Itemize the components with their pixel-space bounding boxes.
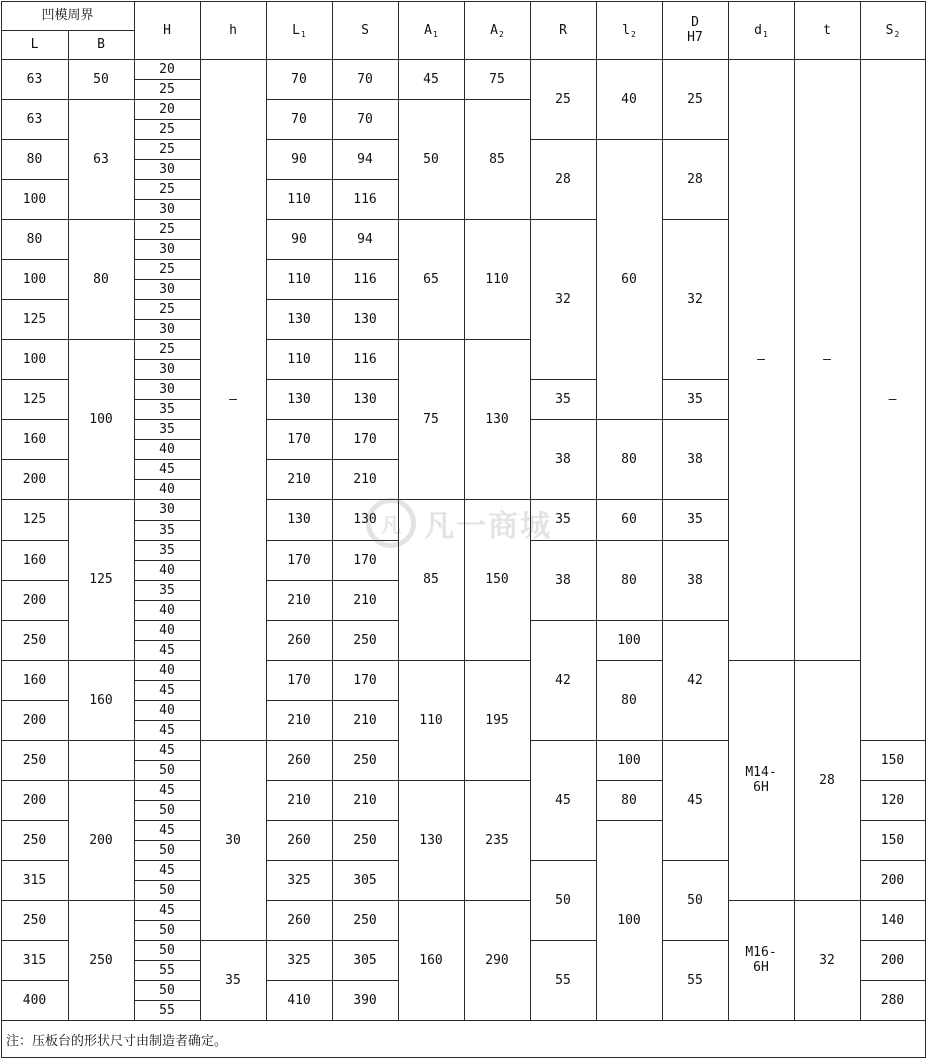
cell-S: 210 — [353, 471, 377, 487]
header-A1-subscript: 1 — [433, 29, 438, 39]
cell-H: 40 — [159, 662, 175, 678]
cell-A1: 50 — [423, 151, 439, 167]
header-B: B — [97, 37, 105, 52]
header-S2-base: S — [885, 22, 894, 38]
cell-A1: 65 — [423, 271, 439, 287]
cell-H: 25 — [159, 301, 175, 317]
cell-S2: 140 — [880, 912, 905, 928]
cell-L: 80 — [26, 231, 43, 247]
grid-line — [530, 1020, 596, 1021]
cell-H: 45 — [159, 722, 175, 738]
cell-L1: 130 — [287, 391, 311, 407]
cell-L: 100 — [22, 351, 47, 367]
cell-B: 80 — [93, 271, 109, 287]
cell-l2: 40 — [621, 91, 637, 107]
cell-R: 55 — [555, 972, 571, 988]
cell-A2: 195 — [485, 712, 509, 728]
cell-L: 160 — [22, 672, 47, 688]
header-A2 — [464, 1, 530, 59]
cell-S: 70 — [357, 71, 373, 87]
header-d1-base: d — [754, 22, 762, 38]
cell-L1: 260 — [287, 832, 311, 848]
grid-line — [398, 1020, 464, 1021]
cell-S: 170 — [353, 552, 377, 568]
cell-D: 42 — [687, 672, 703, 688]
cell-R: 28 — [555, 171, 571, 187]
cell-H: 30 — [159, 381, 175, 397]
cell-S: 250 — [353, 912, 377, 928]
cell-S2: 150 — [880, 752, 905, 768]
grid-line — [134, 1000, 200, 1001]
grid-line — [662, 1020, 728, 1021]
header-S2 — [860, 1, 925, 59]
cell-H: 20 — [159, 101, 175, 117]
cell-L: 400 — [22, 992, 47, 1008]
header-group-die-perimeter: 凹模周界 — [41, 8, 94, 23]
grid-line — [134, 319, 200, 320]
cell-H: 40 — [159, 481, 175, 497]
cell-R: 38 — [555, 572, 571, 588]
header-S: S — [361, 22, 369, 38]
cell-L: 315 — [22, 952, 47, 968]
cell-H: 40 — [159, 441, 175, 457]
cell-L1: 210 — [287, 471, 311, 487]
cell-A2: 110 — [485, 271, 509, 287]
grid-line — [1, 59, 925, 60]
grid-line — [200, 1020, 266, 1021]
grid-line — [1, 1, 926, 2]
cell-D: 50 — [687, 892, 703, 908]
grid-line — [134, 920, 200, 921]
cell-R: 50 — [555, 892, 571, 908]
grid-line — [68, 1020, 134, 1021]
cell-H: 35 — [159, 522, 175, 538]
cell-A2: 290 — [485, 952, 509, 968]
grid-line — [134, 479, 200, 480]
cell-R: 32 — [555, 291, 571, 307]
cell-A1: 45 — [423, 71, 439, 87]
grid-line — [134, 800, 200, 801]
cell-l2: 100 — [617, 912, 641, 928]
cell-h: 35 — [225, 972, 241, 988]
cell-B: 160 — [89, 692, 113, 708]
cell-L1: 130 — [287, 311, 311, 327]
cell-S: 94 — [357, 151, 373, 167]
cell-L: 250 — [22, 752, 47, 768]
cell-S: 210 — [353, 592, 377, 608]
cell-t: — — [823, 352, 831, 367]
cell-H: 25 — [159, 341, 175, 357]
cell-H: 30 — [159, 281, 175, 297]
cell-L: 125 — [22, 391, 47, 407]
cell-t: 32 — [819, 952, 835, 968]
cell-H: 45 — [159, 822, 175, 838]
grid-line — [200, 1, 201, 1020]
cell-l2: 100 — [617, 632, 641, 648]
grid-line — [134, 79, 200, 80]
cell-L: 80 — [26, 151, 43, 167]
cell-H: 45 — [159, 782, 175, 798]
cell-l2: 80 — [621, 572, 637, 588]
grid-line — [1, 1, 2, 1057]
cell-h: 30 — [225, 832, 241, 848]
grid-line — [134, 439, 200, 440]
cell-L1: 170 — [287, 431, 311, 447]
grid-line — [134, 119, 200, 120]
grid-line — [134, 760, 200, 761]
cell-H: 35 — [159, 421, 175, 437]
header-S2-subscript: 2 — [894, 29, 900, 39]
cell-L1: 90 — [291, 231, 307, 247]
header-D: D H7 — [687, 15, 703, 45]
cell-S2: 200 — [880, 872, 905, 888]
cell-A1: 85 — [423, 572, 439, 587]
cell-S: 170 — [353, 431, 377, 447]
cell-D: 35 — [687, 391, 703, 407]
cell-H: 25 — [159, 181, 175, 197]
cell-H: 50 — [159, 922, 175, 938]
cell-A2: 75 — [489, 71, 505, 87]
grid-line — [134, 880, 200, 881]
cell-L: 200 — [22, 592, 47, 608]
cell-L1: 260 — [287, 752, 311, 768]
cell-L: 250 — [22, 912, 47, 928]
grid-line — [728, 1020, 794, 1021]
header-t: t — [823, 22, 831, 38]
cell-L1: 210 — [287, 592, 311, 608]
cell-S: 116 — [353, 191, 377, 207]
grid-line — [134, 640, 200, 641]
header-H: H — [163, 22, 171, 38]
grid-line — [134, 199, 200, 200]
cell-H: 25 — [159, 81, 175, 97]
cell-H: 25 — [159, 121, 175, 137]
grid-line — [134, 600, 200, 601]
header-d1 — [728, 1, 794, 59]
cell-B: 125 — [89, 572, 113, 587]
cell-A1: 160 — [419, 952, 443, 968]
cell-l2: 80 — [621, 792, 637, 808]
grid-line — [596, 1, 597, 1020]
cell-D: 38 — [687, 451, 703, 467]
header-L: L — [30, 37, 39, 52]
cell-R: 42 — [555, 672, 571, 688]
cell-S: 210 — [353, 792, 377, 808]
grid-line — [1, 1057, 926, 1058]
header-L1-base: L — [292, 22, 300, 38]
grid-line — [464, 1, 465, 1020]
cell-H: 45 — [159, 902, 175, 918]
cell-A2: 150 — [485, 572, 509, 587]
grid-line — [266, 1, 267, 1020]
cell-t: 28 — [819, 772, 835, 788]
grid-line — [134, 1020, 200, 1021]
header-A2-subscript: 2 — [499, 29, 504, 39]
grid-line — [134, 1, 135, 1020]
cell-L: 100 — [22, 191, 47, 207]
cell-L: 250 — [22, 632, 47, 648]
cell-S: 210 — [353, 712, 377, 728]
cell-L: 200 — [22, 792, 47, 808]
cell-H: 30 — [159, 361, 175, 377]
cell-A1: 130 — [419, 832, 443, 848]
grid-line — [662, 1, 663, 1020]
cell-L1: 260 — [287, 632, 311, 648]
cell-L1: 110 — [287, 351, 311, 367]
cell-L1: 325 — [287, 952, 311, 968]
cell-H: 40 — [159, 602, 175, 618]
cell-S: 250 — [353, 632, 377, 648]
cell-L1: 325 — [287, 872, 311, 888]
grid-line — [134, 520, 200, 521]
grid-line — [134, 840, 200, 841]
cell-B: 63 — [93, 151, 109, 167]
cell-d1: M16- 6H — [745, 945, 777, 975]
cell-S: 116 — [353, 351, 377, 367]
cell-d1: — — [757, 352, 765, 367]
grid-line — [464, 1020, 530, 1021]
cell-L1: 90 — [291, 151, 307, 167]
cell-L: 125 — [22, 311, 47, 327]
cell-L1: 210 — [287, 792, 311, 808]
header-L1 — [266, 1, 332, 59]
cell-L1: 70 — [291, 71, 307, 87]
cell-l2: 80 — [621, 692, 637, 708]
cell-S: 94 — [357, 231, 373, 247]
cell-A2: 85 — [489, 151, 505, 167]
cell-S2: 120 — [880, 792, 905, 808]
cell-H: 50 — [159, 882, 175, 898]
watermark-logo-glyph: 凡 — [381, 512, 401, 537]
header-h: h — [229, 22, 237, 38]
cell-H: 50 — [159, 802, 175, 818]
cell-A1: 110 — [419, 712, 443, 728]
grid-line — [398, 1, 399, 1020]
cell-R: 45 — [555, 792, 571, 808]
cell-L: 250 — [22, 832, 47, 848]
cell-H: 55 — [159, 962, 175, 978]
cell-H: 30 — [159, 201, 175, 217]
cell-H: 50 — [159, 982, 175, 998]
header-l2-subscript: 2 — [631, 29, 636, 39]
grid-line — [596, 1020, 662, 1021]
grid-line — [1, 30, 134, 31]
cell-H: 35 — [159, 542, 175, 558]
cell-H: 25 — [159, 141, 175, 157]
cell-H: 30 — [159, 241, 175, 257]
cell-L: 63 — [26, 71, 43, 87]
cell-R: 25 — [555, 91, 571, 107]
cell-S: 130 — [353, 512, 377, 527]
cell-L1: 70 — [291, 111, 307, 127]
cell-H: 30 — [159, 321, 175, 337]
grid-line — [134, 960, 200, 961]
cell-H: 45 — [159, 682, 175, 698]
cell-B: 200 — [89, 832, 113, 848]
cell-D: 25 — [687, 91, 703, 107]
grid-line — [68, 30, 69, 1020]
cell-S: 70 — [357, 111, 373, 127]
cell-L: 125 — [22, 512, 47, 527]
cell-R: 35 — [555, 512, 571, 527]
cell-R: 35 — [555, 391, 571, 407]
cell-B: 50 — [93, 71, 109, 87]
grid-line — [530, 1, 531, 1020]
cell-H: 20 — [159, 61, 175, 77]
cell-H: 35 — [159, 401, 175, 417]
cell-H: 45 — [159, 642, 175, 658]
grid-line — [134, 279, 200, 280]
grid-line — [134, 159, 200, 160]
cell-A2: 130 — [485, 411, 509, 427]
cell-D: 35 — [687, 512, 703, 527]
cell-S2: 200 — [880, 952, 905, 968]
cell-H: 30 — [159, 161, 175, 177]
cell-L1: 410 — [287, 992, 311, 1008]
cell-B — [68, 740, 134, 780]
grid-line — [1, 1020, 68, 1021]
grid-line — [860, 1020, 925, 1021]
grid-line — [728, 1, 729, 1020]
grid-line — [134, 560, 200, 561]
cell-H: 25 — [159, 261, 175, 277]
header-A1-base: A — [424, 22, 432, 38]
cell-L: 63 — [26, 111, 43, 127]
cell-S: 250 — [353, 752, 377, 768]
cell-l2: 80 — [621, 451, 637, 467]
cell-H: 40 — [159, 702, 175, 718]
grid-line — [134, 359, 200, 360]
cell-h: — — [229, 392, 237, 407]
cell-L: 315 — [22, 872, 47, 888]
grid-line — [134, 720, 200, 721]
header-l2 — [596, 1, 662, 59]
cell-l2: 100 — [617, 752, 641, 768]
cell-D: 38 — [687, 572, 703, 588]
cell-H: 50 — [159, 942, 175, 958]
cell-D: 32 — [687, 291, 703, 307]
grid-line — [332, 1, 333, 1020]
grid-line — [266, 1020, 398, 1021]
cell-D: 28 — [687, 171, 703, 187]
header-A1 — [398, 1, 464, 59]
cell-S2: 150 — [880, 832, 905, 848]
cell-L: 200 — [22, 712, 47, 728]
cell-l2: 60 — [621, 512, 637, 527]
cell-L: 160 — [22, 552, 47, 568]
cell-L1: 210 — [287, 712, 311, 728]
cell-H: 45 — [159, 862, 175, 878]
cell-l2: 60 — [621, 271, 637, 287]
cell-S: 116 — [353, 271, 377, 287]
cell-S: 170 — [353, 672, 377, 688]
cell-H: 55 — [159, 1002, 175, 1018]
header-d1-subscript: 1 — [763, 29, 768, 39]
cell-L: 160 — [22, 431, 47, 447]
cell-B: 100 — [89, 411, 113, 427]
cell-S2: — — [888, 392, 897, 407]
cell-S: 305 — [353, 872, 377, 888]
grid-line — [860, 1, 861, 1020]
cell-A1: 75 — [423, 411, 439, 427]
cell-S: 390 — [353, 992, 377, 1008]
cell-H: 50 — [159, 762, 175, 778]
header-R: R — [559, 22, 567, 38]
grid-line — [134, 399, 200, 400]
watermark-text: 凡一商城 — [424, 509, 552, 544]
cell-H: 50 — [159, 842, 175, 858]
cell-D: 55 — [687, 972, 703, 988]
cell-S: 305 — [353, 952, 377, 968]
cell-d1: M14- 6H — [745, 765, 777, 795]
cell-L: 200 — [22, 471, 47, 487]
cell-H: 45 — [159, 461, 175, 477]
cell-H: 25 — [159, 221, 175, 237]
cell-S2: 280 — [880, 992, 905, 1008]
cell-D: 45 — [687, 792, 703, 808]
header-l2-base: l — [622, 22, 630, 38]
grid-line — [134, 239, 200, 240]
cell-H: 40 — [159, 562, 175, 578]
grid-line — [794, 1, 795, 1020]
cell-L1: 170 — [287, 672, 311, 688]
header-A2-base: A — [490, 22, 498, 38]
cell-H: 30 — [159, 502, 175, 517]
cell-B: 250 — [89, 952, 113, 968]
cell-L1: 110 — [287, 191, 311, 207]
grid-line — [134, 680, 200, 681]
cell-L1: 130 — [287, 512, 311, 527]
cell-S: 130 — [353, 391, 377, 407]
cell-H: 35 — [159, 582, 175, 598]
grid-line — [794, 1020, 860, 1021]
cell-H: 45 — [159, 742, 175, 758]
cell-L1: 110 — [287, 271, 311, 287]
cell-S: 130 — [353, 311, 377, 327]
cell-R: 38 — [555, 451, 571, 467]
header-L1-subscript: 1 — [301, 29, 306, 39]
table-footnote: 注：压板台的形状尺寸由制造者确定。 — [6, 1033, 228, 1049]
cell-S: 250 — [353, 832, 377, 848]
cell-L1: 260 — [287, 912, 311, 928]
cell-L1: 170 — [287, 552, 311, 568]
cell-A2: 235 — [485, 832, 509, 848]
cell-H: 40 — [159, 622, 175, 638]
cell-L: 100 — [22, 271, 47, 287]
